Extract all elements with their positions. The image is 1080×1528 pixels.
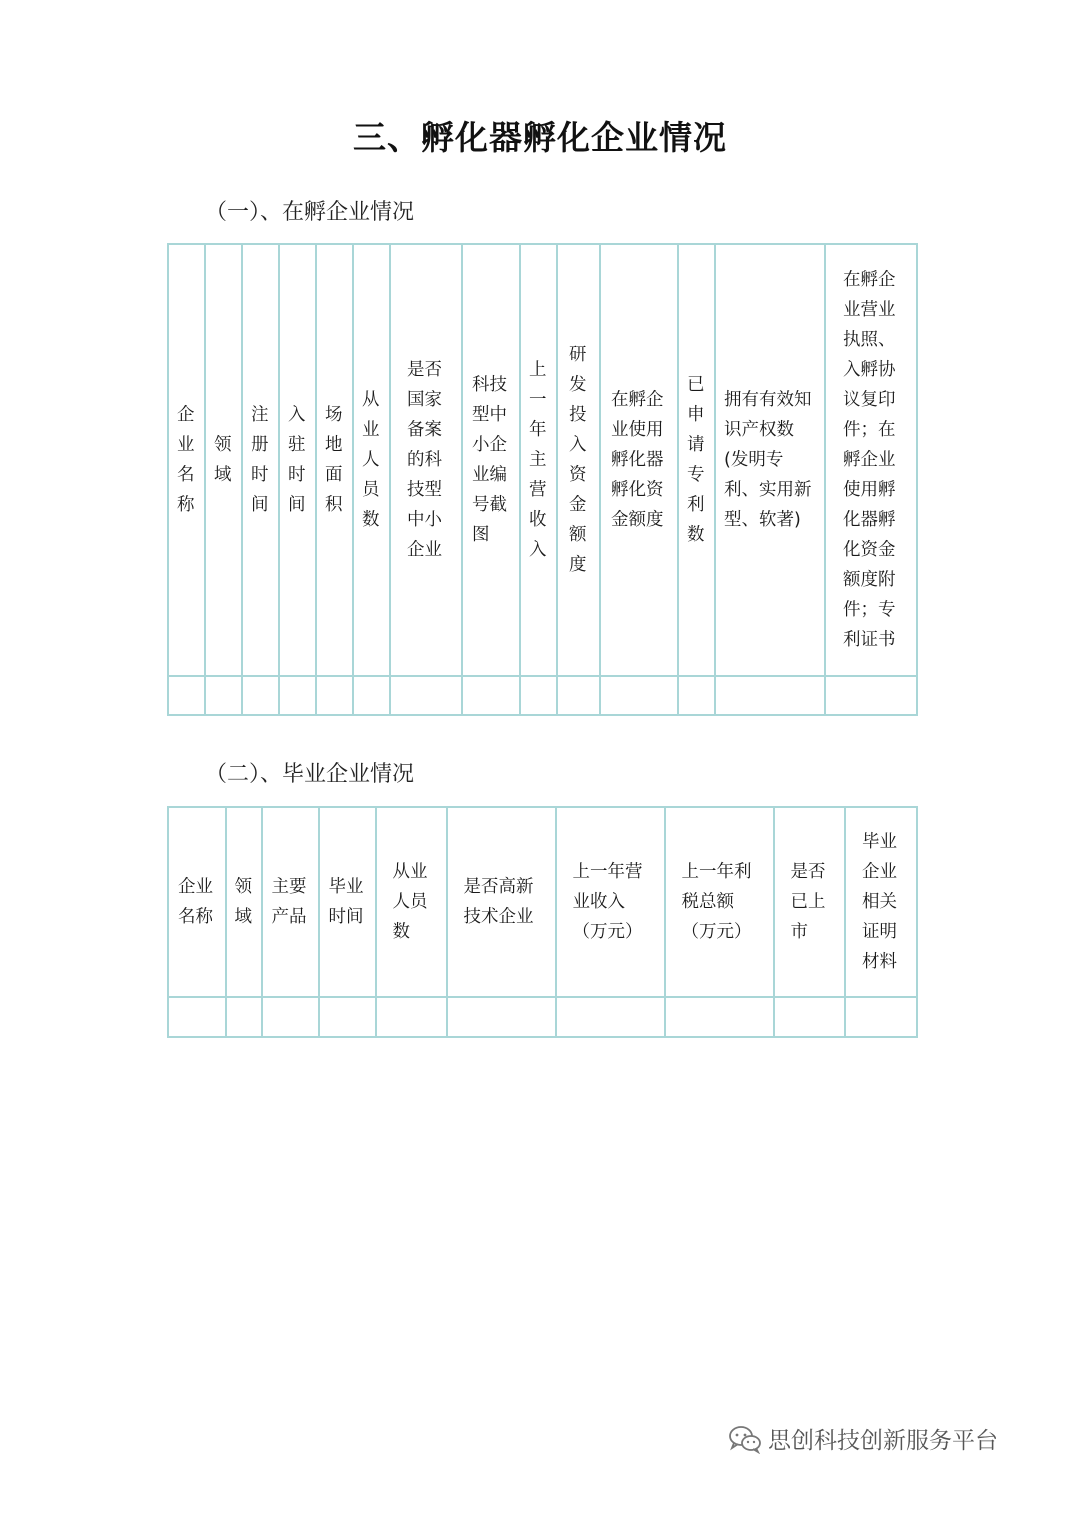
header-label: 上一年利税总额（万元） xyxy=(681,862,752,942)
page-title: 三、孵化器孵化企业情况 xyxy=(353,118,727,157)
header-cell xyxy=(279,244,316,676)
data-cell[interactable] xyxy=(262,997,319,1037)
header-cell xyxy=(825,244,917,676)
header-label: 研发投入资金额度 xyxy=(569,345,587,575)
header-row xyxy=(168,244,917,676)
section-title-graduated: （二）、毕业企业情况 xyxy=(205,762,415,787)
data-cell[interactable] xyxy=(557,676,600,715)
data-cell[interactable] xyxy=(556,997,665,1037)
data-cell[interactable] xyxy=(353,676,390,715)
data-cell[interactable] xyxy=(665,997,774,1037)
header-label: 毕业企业相关证明材料 xyxy=(862,832,897,972)
header-label: 主要产品 xyxy=(271,877,307,927)
graduated-companies-table xyxy=(167,806,918,1038)
header-cell xyxy=(205,244,242,676)
watermark xyxy=(728,1422,998,1455)
data-cell[interactable] xyxy=(462,676,520,715)
header-cell xyxy=(557,244,600,676)
header-label: 在孵企业使用孵化器孵化资金额度 xyxy=(611,390,664,530)
table-row xyxy=(168,676,917,715)
header-cell xyxy=(353,244,390,676)
header-label: 是否已上市 xyxy=(790,862,826,942)
data-cell[interactable] xyxy=(316,676,353,715)
header-cell xyxy=(262,807,319,997)
header-cell xyxy=(447,807,556,997)
data-cell[interactable] xyxy=(205,676,242,715)
data-cell[interactable] xyxy=(390,676,462,715)
header-cell xyxy=(774,807,845,997)
data-cell[interactable] xyxy=(845,997,917,1037)
header-cell xyxy=(715,244,825,676)
header-label: 入驻时间 xyxy=(288,405,306,515)
section-title-incubating: （一）、在孵企业情况 xyxy=(205,200,415,225)
header-cell xyxy=(319,807,376,997)
header-label: 企业名称 xyxy=(177,405,195,515)
header-cell xyxy=(845,807,917,997)
wechat-icon xyxy=(728,1424,762,1454)
header-cell xyxy=(520,244,557,676)
header-cell xyxy=(242,244,279,676)
header-cell xyxy=(678,244,715,676)
header-label: 拥有有效知识产权数(发明专利、实用新型、软著) xyxy=(724,390,812,530)
header-cell xyxy=(600,244,678,676)
header-cell xyxy=(168,807,226,997)
header-row xyxy=(168,807,917,997)
header-cell xyxy=(390,244,462,676)
header-label: 领域 xyxy=(234,877,252,927)
header-cell xyxy=(226,807,262,997)
header-cell xyxy=(462,244,520,676)
header-label: 领域 xyxy=(214,435,232,485)
data-cell[interactable] xyxy=(520,676,557,715)
header-label: 在孵企业营业执照、入孵协议复印件；在孵企业使用孵化器孵化资金额度附件；专利证书 xyxy=(843,270,896,650)
header-label: 上一年主营收入 xyxy=(529,360,547,560)
data-cell[interactable] xyxy=(226,997,262,1037)
data-cell[interactable] xyxy=(319,997,376,1037)
header-label: 从业人员数 xyxy=(362,390,380,530)
watermark-text: 思创科技创新服务平台 xyxy=(768,1428,998,1454)
header-label: 是否高新技术企业 xyxy=(463,877,534,927)
data-cell[interactable] xyxy=(168,676,205,715)
data-cell[interactable] xyxy=(447,997,556,1037)
header-label: 企业名称 xyxy=(178,877,213,927)
header-label: 场地面积 xyxy=(325,405,343,515)
data-cell[interactable] xyxy=(600,676,678,715)
data-cell[interactable] xyxy=(168,997,226,1037)
data-cell[interactable] xyxy=(678,676,715,715)
header-label: 科技型中小企业编号截图 xyxy=(472,375,507,545)
incubating-companies-table xyxy=(167,243,918,716)
data-cell[interactable] xyxy=(774,997,845,1037)
header-label: 注册时间 xyxy=(251,405,269,515)
header-label: 毕业时间 xyxy=(328,877,364,927)
header-cell xyxy=(168,244,205,676)
data-cell[interactable] xyxy=(279,676,316,715)
header-cell xyxy=(665,807,774,997)
data-cell[interactable] xyxy=(376,997,447,1037)
header-cell xyxy=(376,807,447,997)
data-cell[interactable] xyxy=(825,676,917,715)
header-label: 上一年营业收入（万元） xyxy=(572,862,643,942)
table-row xyxy=(168,997,917,1037)
header-label: 是否国家备案的科技型中小企业 xyxy=(407,360,442,560)
header-label: 从业人员数 xyxy=(392,862,428,942)
header-cell xyxy=(556,807,665,997)
header-label: 已申请专利数 xyxy=(687,375,705,545)
data-cell[interactable] xyxy=(242,676,279,715)
header-cell xyxy=(316,244,353,676)
data-cell[interactable] xyxy=(715,676,825,715)
